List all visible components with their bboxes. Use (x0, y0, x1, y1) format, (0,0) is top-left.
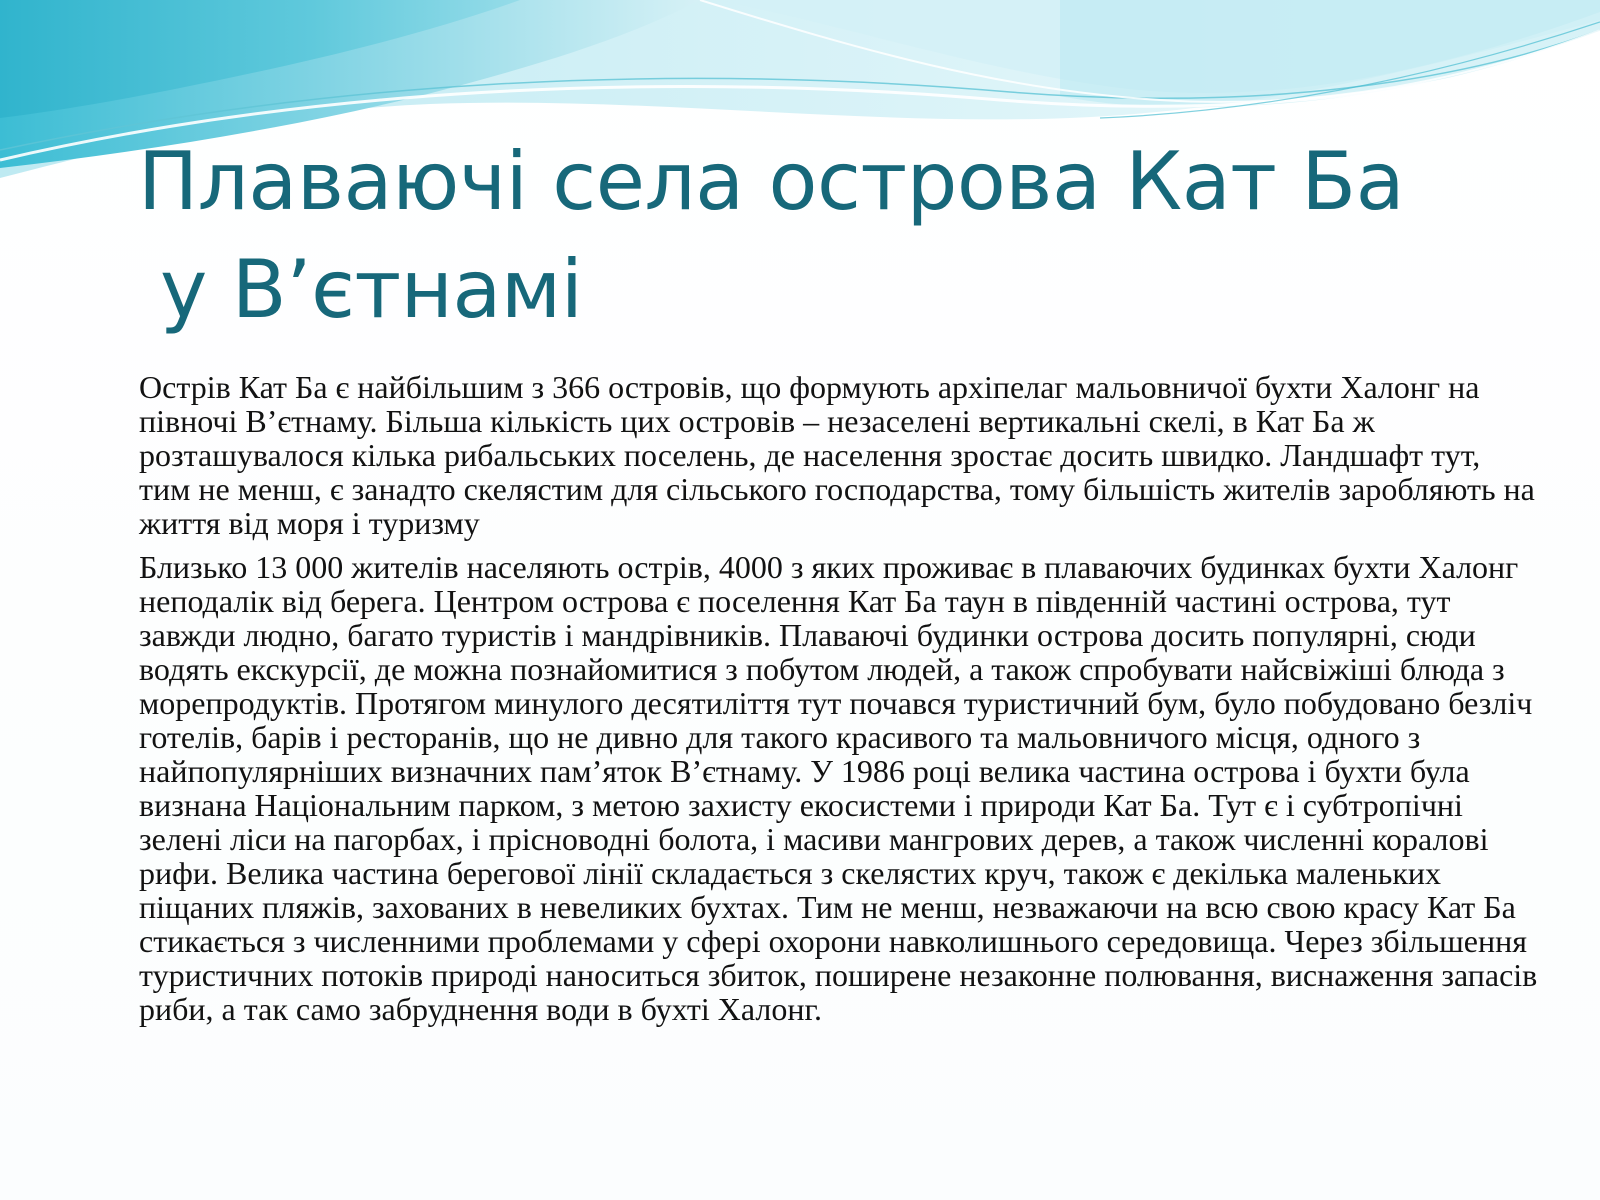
slide-title (138, 128, 1538, 344)
title-line-1: Плаваючі села острова Кат Ба (138, 135, 1405, 228)
slide-body (139, 370, 1539, 1026)
title-line-2: у В’єтнамі (160, 243, 583, 336)
paragraph-2: Близько 13 000 жителів населяють острів, 4000 з яких проживає в плаваючих будинках бухти Халонг неподалік від берега. Центром острова є поселення Кат Ба таун в південній частині острова, тут завжди людно, багато туристів і мандрівників. Плаваючі будинки острова досить популярні, сюди водять екскурсії, де можна познайомитися з побутом людей, а також спробувати найсвіжіші блюда з морепродуктів. Протягом минулого десятиліття тут почався туристичний бум, було побудовано безліч готелів, барів і ресторанів, що не дивно для такого красивого та мальовничого місця, одного з найпопулярніших визначних пам’яток В’єтнаму. У 1986 році велика частина острова і бухти була визнана Національним парком, з метою захисту екосистеми і природи Кат Ба. Тут є і субтропічні зелені ліси на пагорбах, і прісноводні болота, і масиви мангрових дерев, а також численні коралові рифи. Велика частина берегової лінії складається з скелястих круч, також є декілька маленьких піщаних пляжів, захованих в невеликих бухтах. Тим не менш, незважаючи на всю свою красу Кат Ба стикається з численними проблемами у сфері охорони навколишнього середовища. Через збільшення туристичних потоків природі наноситься збиток, поширене незаконне полювання, виснаження запасів риби, а так само забруднення води в бухті Халонг. (139, 549, 1538, 1027)
paragraph-1: Острів Кат Ба є найбільшим з 366 островів, що формують архіпелаг мальовничої бухти Халонг на півночі В’єтнаму. Більша кількість цих островів – незаселені вертикальні скелі, в Кат Ба ж розташувалося кілька рибальських поселень, де населення зростає досить швидко. Ландшафт тут, тим не менш, є занадто скелястим для сільського господарства, тому більшість жителів заробляють на життя від моря і туризму (139, 369, 1535, 541)
